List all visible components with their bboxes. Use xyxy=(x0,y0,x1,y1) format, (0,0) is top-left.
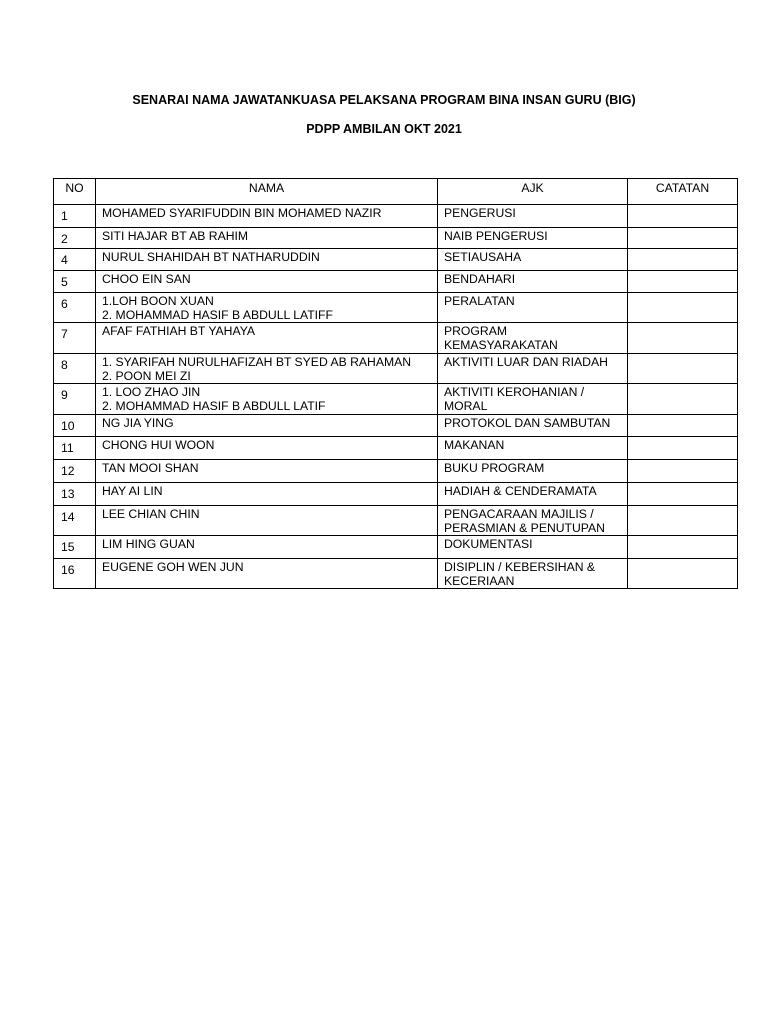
table-row xyxy=(54,415,738,437)
nama-line: LEE CHIAN CHIN xyxy=(102,507,200,521)
ajk-line: MORAL xyxy=(444,399,488,413)
cell-catatan xyxy=(628,460,738,483)
cell-ajk xyxy=(438,323,628,354)
table-row xyxy=(54,205,738,228)
cell-nama xyxy=(96,437,438,460)
table-row xyxy=(54,384,738,415)
table-row xyxy=(54,437,738,460)
cell-catatan xyxy=(628,249,738,271)
nama-line: AFAF FATHIAH BT YAHAYA xyxy=(102,324,256,338)
cell-ajk xyxy=(438,249,628,271)
cell-nama xyxy=(96,559,438,589)
cell-no: 16 xyxy=(54,559,96,589)
table-row xyxy=(54,249,738,271)
cell-no: 9 xyxy=(54,384,96,415)
nama-line: NURUL SHAHIDAH BT NATHARUDDIN xyxy=(102,250,320,264)
ajk-line: NAIB PENGERUSI xyxy=(444,229,548,243)
cell-catatan xyxy=(628,271,738,293)
cell-ajk xyxy=(438,483,628,506)
table-row xyxy=(54,293,738,323)
table-row xyxy=(54,483,738,506)
ajk-line: AKTIVITI KEROHANIAN / xyxy=(444,385,585,399)
nama-line: 1. LOO ZHAO JIN xyxy=(102,385,201,399)
cell-no: 10 xyxy=(54,415,96,437)
cell-nama xyxy=(96,415,438,437)
ajk-line: PERALATAN xyxy=(444,294,515,308)
cell-ajk xyxy=(438,293,628,323)
cell-catatan xyxy=(628,559,738,589)
nama-line: 1.LOH BOON XUAN xyxy=(102,294,214,308)
table-row xyxy=(54,506,738,536)
cell-catatan xyxy=(628,354,738,384)
table-row xyxy=(54,460,738,483)
ajk-line: KECERIAAN xyxy=(444,574,515,588)
ajk-line: BENDAHARI xyxy=(444,272,516,286)
table-row xyxy=(54,559,738,589)
cell-ajk xyxy=(438,559,628,589)
table-row xyxy=(54,323,738,354)
cell-no: 5 xyxy=(54,271,96,293)
cell-ajk xyxy=(438,506,628,536)
cell-catatan xyxy=(628,483,738,506)
cell-catatan xyxy=(628,415,738,437)
cell-nama xyxy=(96,506,438,536)
cell-ajk xyxy=(438,384,628,415)
cell-no: 2 xyxy=(54,228,96,249)
document-subtitle: PDPP AMBILAN OKT 2021 xyxy=(306,122,462,136)
nama-line: 1. SYARIFAH NURULHAFIZAH BT SYED AB RAHAMAN xyxy=(102,355,412,369)
ajk-line: PROTOKOL DAN SAMBUTAN xyxy=(444,416,611,430)
ajk-line: PROGRAM xyxy=(444,324,507,338)
ajk-line: PENGACARAAN MAJILIS / xyxy=(444,507,594,521)
cell-no: 14 xyxy=(54,506,96,536)
cell-catatan xyxy=(628,536,738,559)
table-header-row xyxy=(54,179,738,205)
nama-line: 2. MOHAMMAD HASIF B ABDULL LATIF xyxy=(102,399,326,413)
cell-catatan xyxy=(628,205,738,228)
cell-catatan xyxy=(628,384,738,415)
nama-line: CHOO EIN SAN xyxy=(102,272,191,286)
ajk-line: KEMASYARAKATAN xyxy=(444,338,558,352)
document-title: SENARAI NAMA JAWATANKUASA PELAKSANA PROGRAM BINA INSAN GURU (BIG) xyxy=(132,93,636,107)
nama-line: NG JIA YING xyxy=(102,416,174,430)
cell-catatan xyxy=(628,437,738,460)
ajk-line: AKTIVITI LUAR DAN RIADAH xyxy=(444,355,608,369)
table-row xyxy=(54,228,738,249)
cell-nama xyxy=(96,483,438,506)
cell-no: 6 xyxy=(54,293,96,323)
cell-no: 12 xyxy=(54,460,96,483)
cell-ajk xyxy=(438,228,628,249)
nama-line: HAY AI LIN xyxy=(102,484,163,498)
cell-ajk xyxy=(438,536,628,559)
header-no: NO xyxy=(54,179,96,205)
cell-nama xyxy=(96,384,438,415)
cell-ajk xyxy=(438,460,628,483)
committee-table xyxy=(53,178,738,589)
cell-ajk xyxy=(438,354,628,384)
cell-no: 7 xyxy=(54,323,96,354)
table-row xyxy=(54,536,738,559)
header-catatan: CATATAN xyxy=(628,179,738,205)
cell-nama xyxy=(96,323,438,354)
header-nama: NAMA xyxy=(96,179,438,205)
cell-nama xyxy=(96,354,438,384)
cell-nama xyxy=(96,228,438,249)
cell-no: 15 xyxy=(54,536,96,559)
cell-nama xyxy=(96,536,438,559)
ajk-line: PERASMIAN & PENUTUPAN xyxy=(444,521,605,535)
table-row xyxy=(54,354,738,384)
cell-nama xyxy=(96,205,438,228)
ajk-line: SETIAUSAHA xyxy=(444,250,522,264)
nama-line: 2. MOHAMMAD HASIF B ABDULL LATIFF xyxy=(102,308,333,322)
nama-line: EUGENE GOH WEN JUN xyxy=(102,560,244,574)
nama-line: LIM HING GUAN xyxy=(102,537,195,551)
cell-no: 11 xyxy=(54,437,96,460)
cell-catatan xyxy=(628,506,738,536)
header-ajk: AJK xyxy=(438,179,628,205)
table-row xyxy=(54,271,738,293)
ajk-line: HADIAH & CENDERAMATA xyxy=(444,484,597,498)
cell-no: 1 xyxy=(54,205,96,228)
ajk-line: BUKU PROGRAM xyxy=(444,461,545,475)
cell-catatan xyxy=(628,228,738,249)
cell-no: 13 xyxy=(54,483,96,506)
cell-no: 8 xyxy=(54,354,96,384)
cell-ajk xyxy=(438,271,628,293)
cell-nama xyxy=(96,271,438,293)
cell-no: 4 xyxy=(54,249,96,271)
ajk-line: PENGERUSI xyxy=(444,206,516,220)
ajk-line: DISIPLIN / KEBERSIHAN & xyxy=(444,560,596,574)
table-body xyxy=(54,205,738,589)
ajk-line: DOKUMENTASI xyxy=(444,537,533,551)
nama-line: 2. POON MEI ZI xyxy=(102,369,191,383)
cell-catatan xyxy=(628,293,738,323)
nama-line: MOHAMED SYARIFUDDIN BIN MOHAMED NAZIR xyxy=(102,206,382,220)
cell-nama xyxy=(96,293,438,323)
nama-line: TAN MOOI SHAN xyxy=(102,461,199,475)
nama-line: SITI HAJAR BT AB RAHIM xyxy=(102,229,249,243)
ajk-line: MAKANAN xyxy=(444,438,505,452)
cell-nama xyxy=(96,460,438,483)
nama-line: CHONG HUI WOON xyxy=(102,438,215,452)
cell-nama xyxy=(96,249,438,271)
cell-ajk xyxy=(438,205,628,228)
cell-catatan xyxy=(628,323,738,354)
cell-ajk xyxy=(438,415,628,437)
cell-ajk xyxy=(438,437,628,460)
